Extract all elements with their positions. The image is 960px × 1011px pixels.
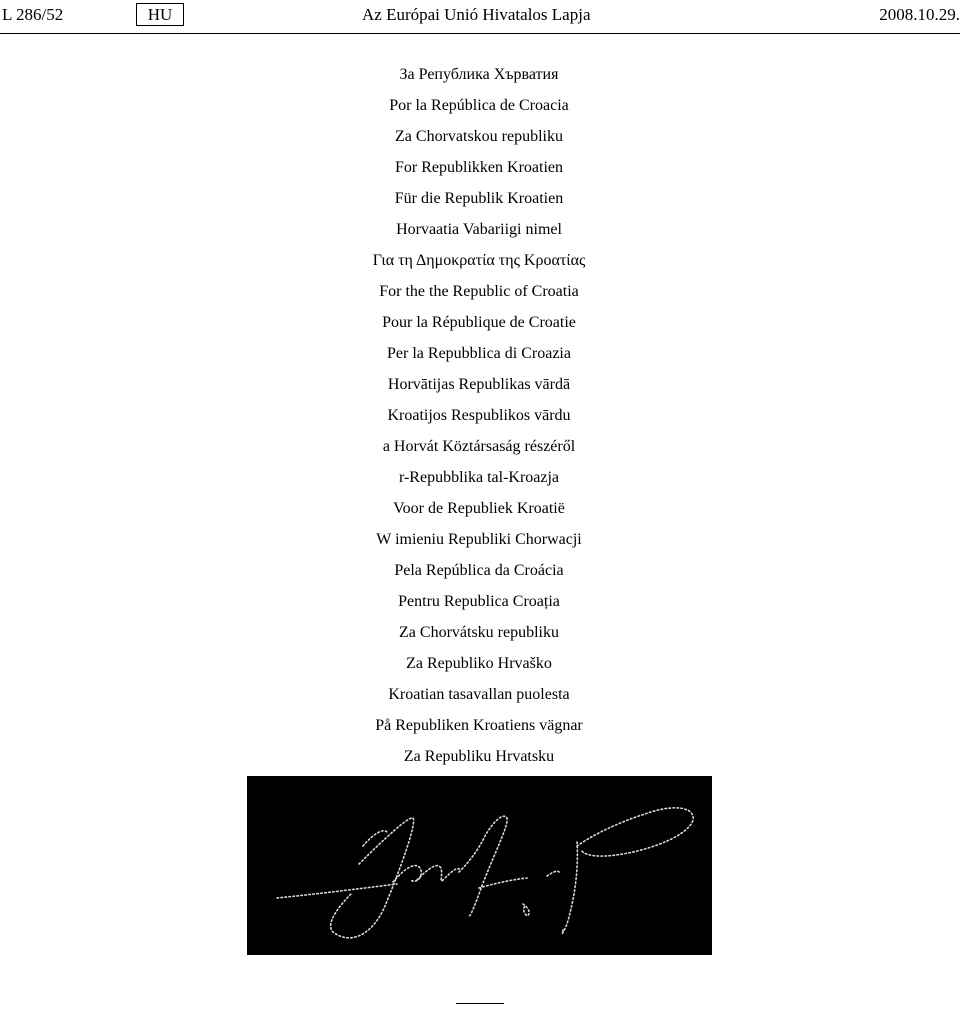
signatory-line: Για τη Δημοκρατία της Κροατίας	[372, 252, 586, 269]
signatory-line: Pentru Republica Croația	[398, 593, 560, 610]
signatory-line: For the the Republic of Croatia	[379, 283, 579, 300]
signatory-line: Kroatian tasavallan puolesta	[388, 686, 570, 703]
signatory-line: For Republikken Kroatien	[395, 159, 563, 176]
handwritten-signature	[247, 776, 712, 955]
signatory-line: Voor de Republiek Kroatië	[393, 500, 565, 517]
page-header	[0, 0, 960, 34]
header-divider	[0, 33, 960, 34]
signatory-line: Za Chorvátsku republiku	[399, 624, 559, 641]
signatory-line: Za Republiko Hrvaško	[406, 655, 552, 672]
footer-divider	[456, 1003, 504, 1004]
signatory-line: Por la República de Croacia	[389, 97, 569, 114]
signatory-line: Kroatijos Respublikos vārdu	[387, 407, 571, 424]
journal-title: Az Európai Unió Hivatalos Lapja	[362, 5, 591, 24]
signatory-line: Horvātijas Republikas vārdā	[387, 376, 571, 393]
signatory-line: Per la Repubblica di Croazia	[387, 345, 571, 362]
signatory-line: W imieniu Republiki Chorwacji	[376, 531, 582, 548]
language-code-box: HU	[136, 3, 184, 26]
publication-date: 2008.10.29.	[879, 5, 960, 24]
signatory-line: Za Republiku Hrvatsku	[403, 748, 555, 765]
signatory-line: r-Repubblika tal-Kroazja	[398, 469, 560, 486]
signatory-line: På Republiken Kroatiens vägnar	[375, 717, 583, 734]
signatory-line: Pela República da Croácia	[394, 562, 564, 579]
signatory-line: Za Chorvatskou republiku	[395, 128, 563, 145]
signatory-line: Horvaatia Vabariigi nimel	[396, 221, 562, 238]
signatory-line: За Република Хърватия	[399, 66, 559, 83]
signatory-line: Für die Republik Kroatien	[394, 190, 564, 207]
page-reference: L 286/52	[2, 5, 64, 24]
signatory-line: Pour la République de Croatie	[382, 314, 576, 331]
signatory-line: a Horvát Köztársaság részéről	[382, 438, 576, 455]
signature-image	[247, 776, 712, 955]
signatory-list	[0, 63, 960, 776]
